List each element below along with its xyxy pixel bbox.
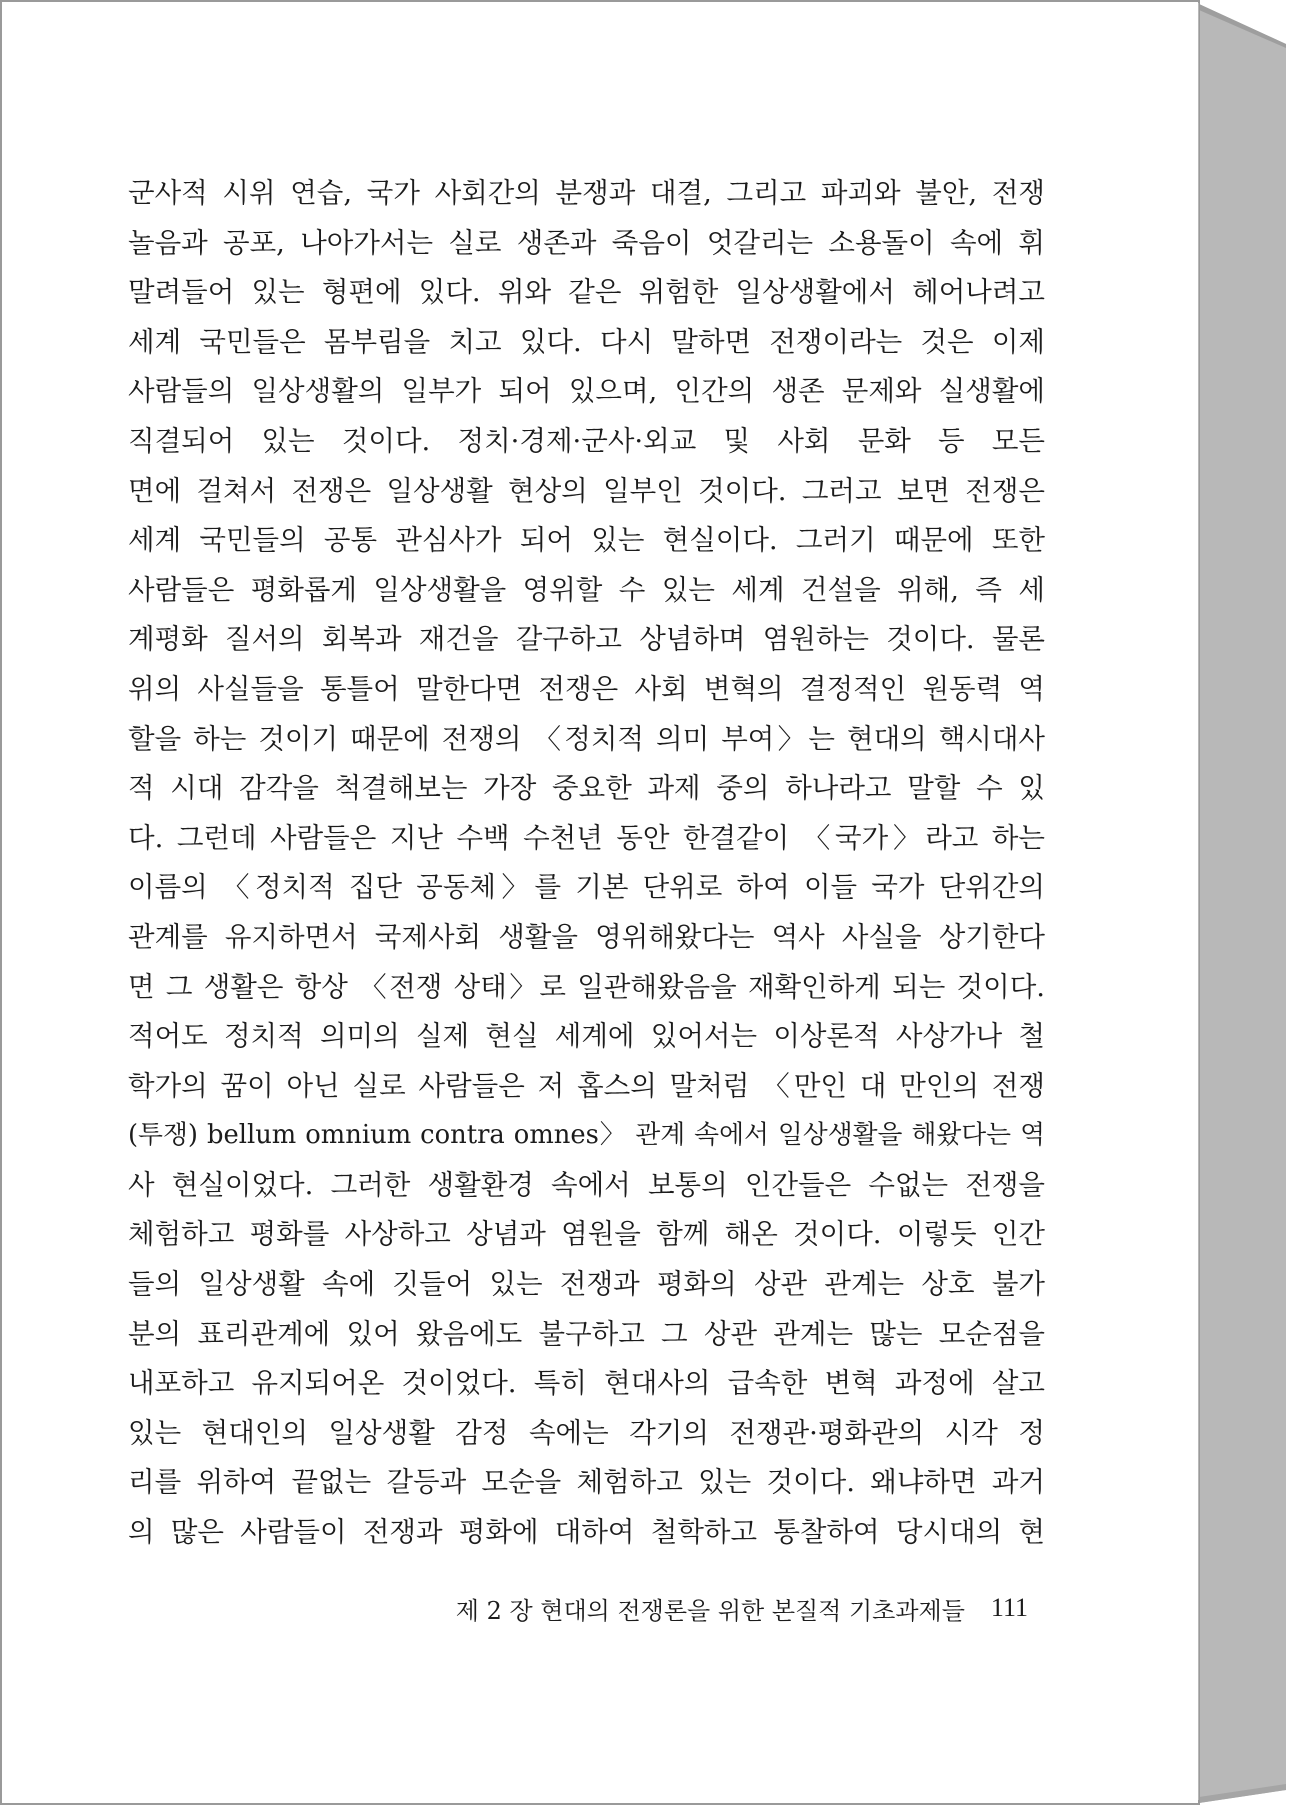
page-number: 111 [990, 1593, 1028, 1622]
text-line: 놀음과 공포, 나아가서는 실로 생존과 죽음이 엇갈리는 소용돌이 속에 휘 [128, 226, 1045, 259]
text-line: 사람들의 일상생활의 일부가 되어 있으며, 인간의 생존 문제와 실생활에 [128, 375, 1045, 408]
text-line: 세계 국민들의 공통 관심사가 되어 있는 현실이다. 그러기 때문에 또한 [128, 524, 1045, 557]
text-line: 다. 그런데 사람들은 지난 수백 수천년 동안 한결같이 〈국가〉라고 하는 [128, 821, 1045, 854]
text-line: 학가의 꿈이 아닌 실로 사람들은 저 홉스의 말처럼 〈만인 대 만인의 전쟁 [128, 1069, 1045, 1102]
text-line: 체험하고 평화를 사상하고 상념과 염원을 함께 해온 것이다. 이렇듯 인간 [128, 1218, 1045, 1251]
text-line: 면에 걸쳐서 전쟁은 일상생활 현상의 일부인 것이다. 그러고 보면 전쟁은 [128, 474, 1045, 507]
chapter-title: 제 2 장 현대의 전쟁론을 위한 본질적 기초과제들 [455, 1596, 965, 1625]
text-line: 내포하고 유지되어온 것이었다. 특히 현대사의 급속한 변혁 과정에 살고 [128, 1367, 1045, 1400]
running-footer [403, 1588, 1028, 1628]
text-line: 관계를 유지하면서 국제사회 생활을 영위해왔다는 역사 사실을 상기한다 [128, 920, 1045, 953]
text-line: 할을 하는 것이기 때문에 전쟁의 〈정치적 의미 부여〉는 현대의 핵시대사 [128, 722, 1045, 755]
text-line: 적어도 정치적 의미의 실제 현실 세계에 있어서는 이상론적 사상가나 철 [128, 1020, 1045, 1053]
text-line: 이름의 〈정치적 집단 공동체〉를 기본 단위로 하여 이들 국가 단위간의 [128, 871, 1045, 904]
text-line: 계평화 질서의 회복과 재건을 갈구하고 상념하며 염원하는 것이다. 물론 [128, 623, 1045, 656]
book-page [3, 3, 1199, 1800]
text-line: 세계 국민들은 몸부림을 치고 있다. 다시 말하면 전쟁이라는 것은 이제 [128, 325, 1045, 358]
text-line: 리를 위하여 끝없는 갈등과 모순을 체험하고 있는 것이다. 왜냐하면 과거 [128, 1466, 1045, 1499]
text-line: 위의 사실들을 통틀어 말한다면 전쟁은 사회 변혁의 결정적인 원동력 역 [128, 672, 1045, 705]
body-text [128, 169, 1045, 1558]
text-line: 적 시대 감각을 척결해보는 가장 중요한 과제 중의 하나라고 말할 수 있 [128, 772, 1045, 805]
text-line: 사 현실이었다. 그러한 생활환경 속에서 보통의 인간들은 수없는 전쟁을 [128, 1168, 1045, 1201]
text-line: 면 그 생활은 항상 〈전쟁 상태〉로 일관해왔음을 재확인하게 되는 것이다. [128, 970, 1045, 1003]
text-line: 말려들어 있는 형편에 있다. 위와 같은 위험한 일상생활에서 헤어나려고 [128, 276, 1045, 309]
text-line: 군사적 시위 연습, 국가 사회간의 분쟁과 대결, 그리고 파괴와 불안, 전쟁 [128, 177, 1045, 209]
text-line: 분의 표리관계에 있어 왔음에도 불구하고 그 상관 관계는 많는 모순점을 [128, 1317, 1045, 1350]
text-line: 직결되어 있는 것이다. 정치·경제·군사·외교 및 사회 문화 등 모든 [128, 424, 1045, 457]
text-line: 사람들은 평화롭게 일상생활을 영위할 수 있는 세계 건설을 위해, 즉 세 [128, 573, 1045, 606]
text-line: (투쟁) bellum omnium contra omnes〉 관계 속에서 일상생활을 해왔다는 역 [128, 1120, 1045, 1151]
text-line: 있는 현대인의 일상생활 감정 속에는 각기의 전쟁관·평화관의 시각 정 [128, 1416, 1045, 1449]
text-line: 의 많은 사람들이 전쟁과 평화에 대하여 철학하고 통찰하여 당시대의 현 [128, 1516, 1045, 1549]
text-line: 들의 일상생활 속에 깃들어 있는 전쟁과 평화의 상관 관계는 상호 불가 [128, 1268, 1045, 1301]
